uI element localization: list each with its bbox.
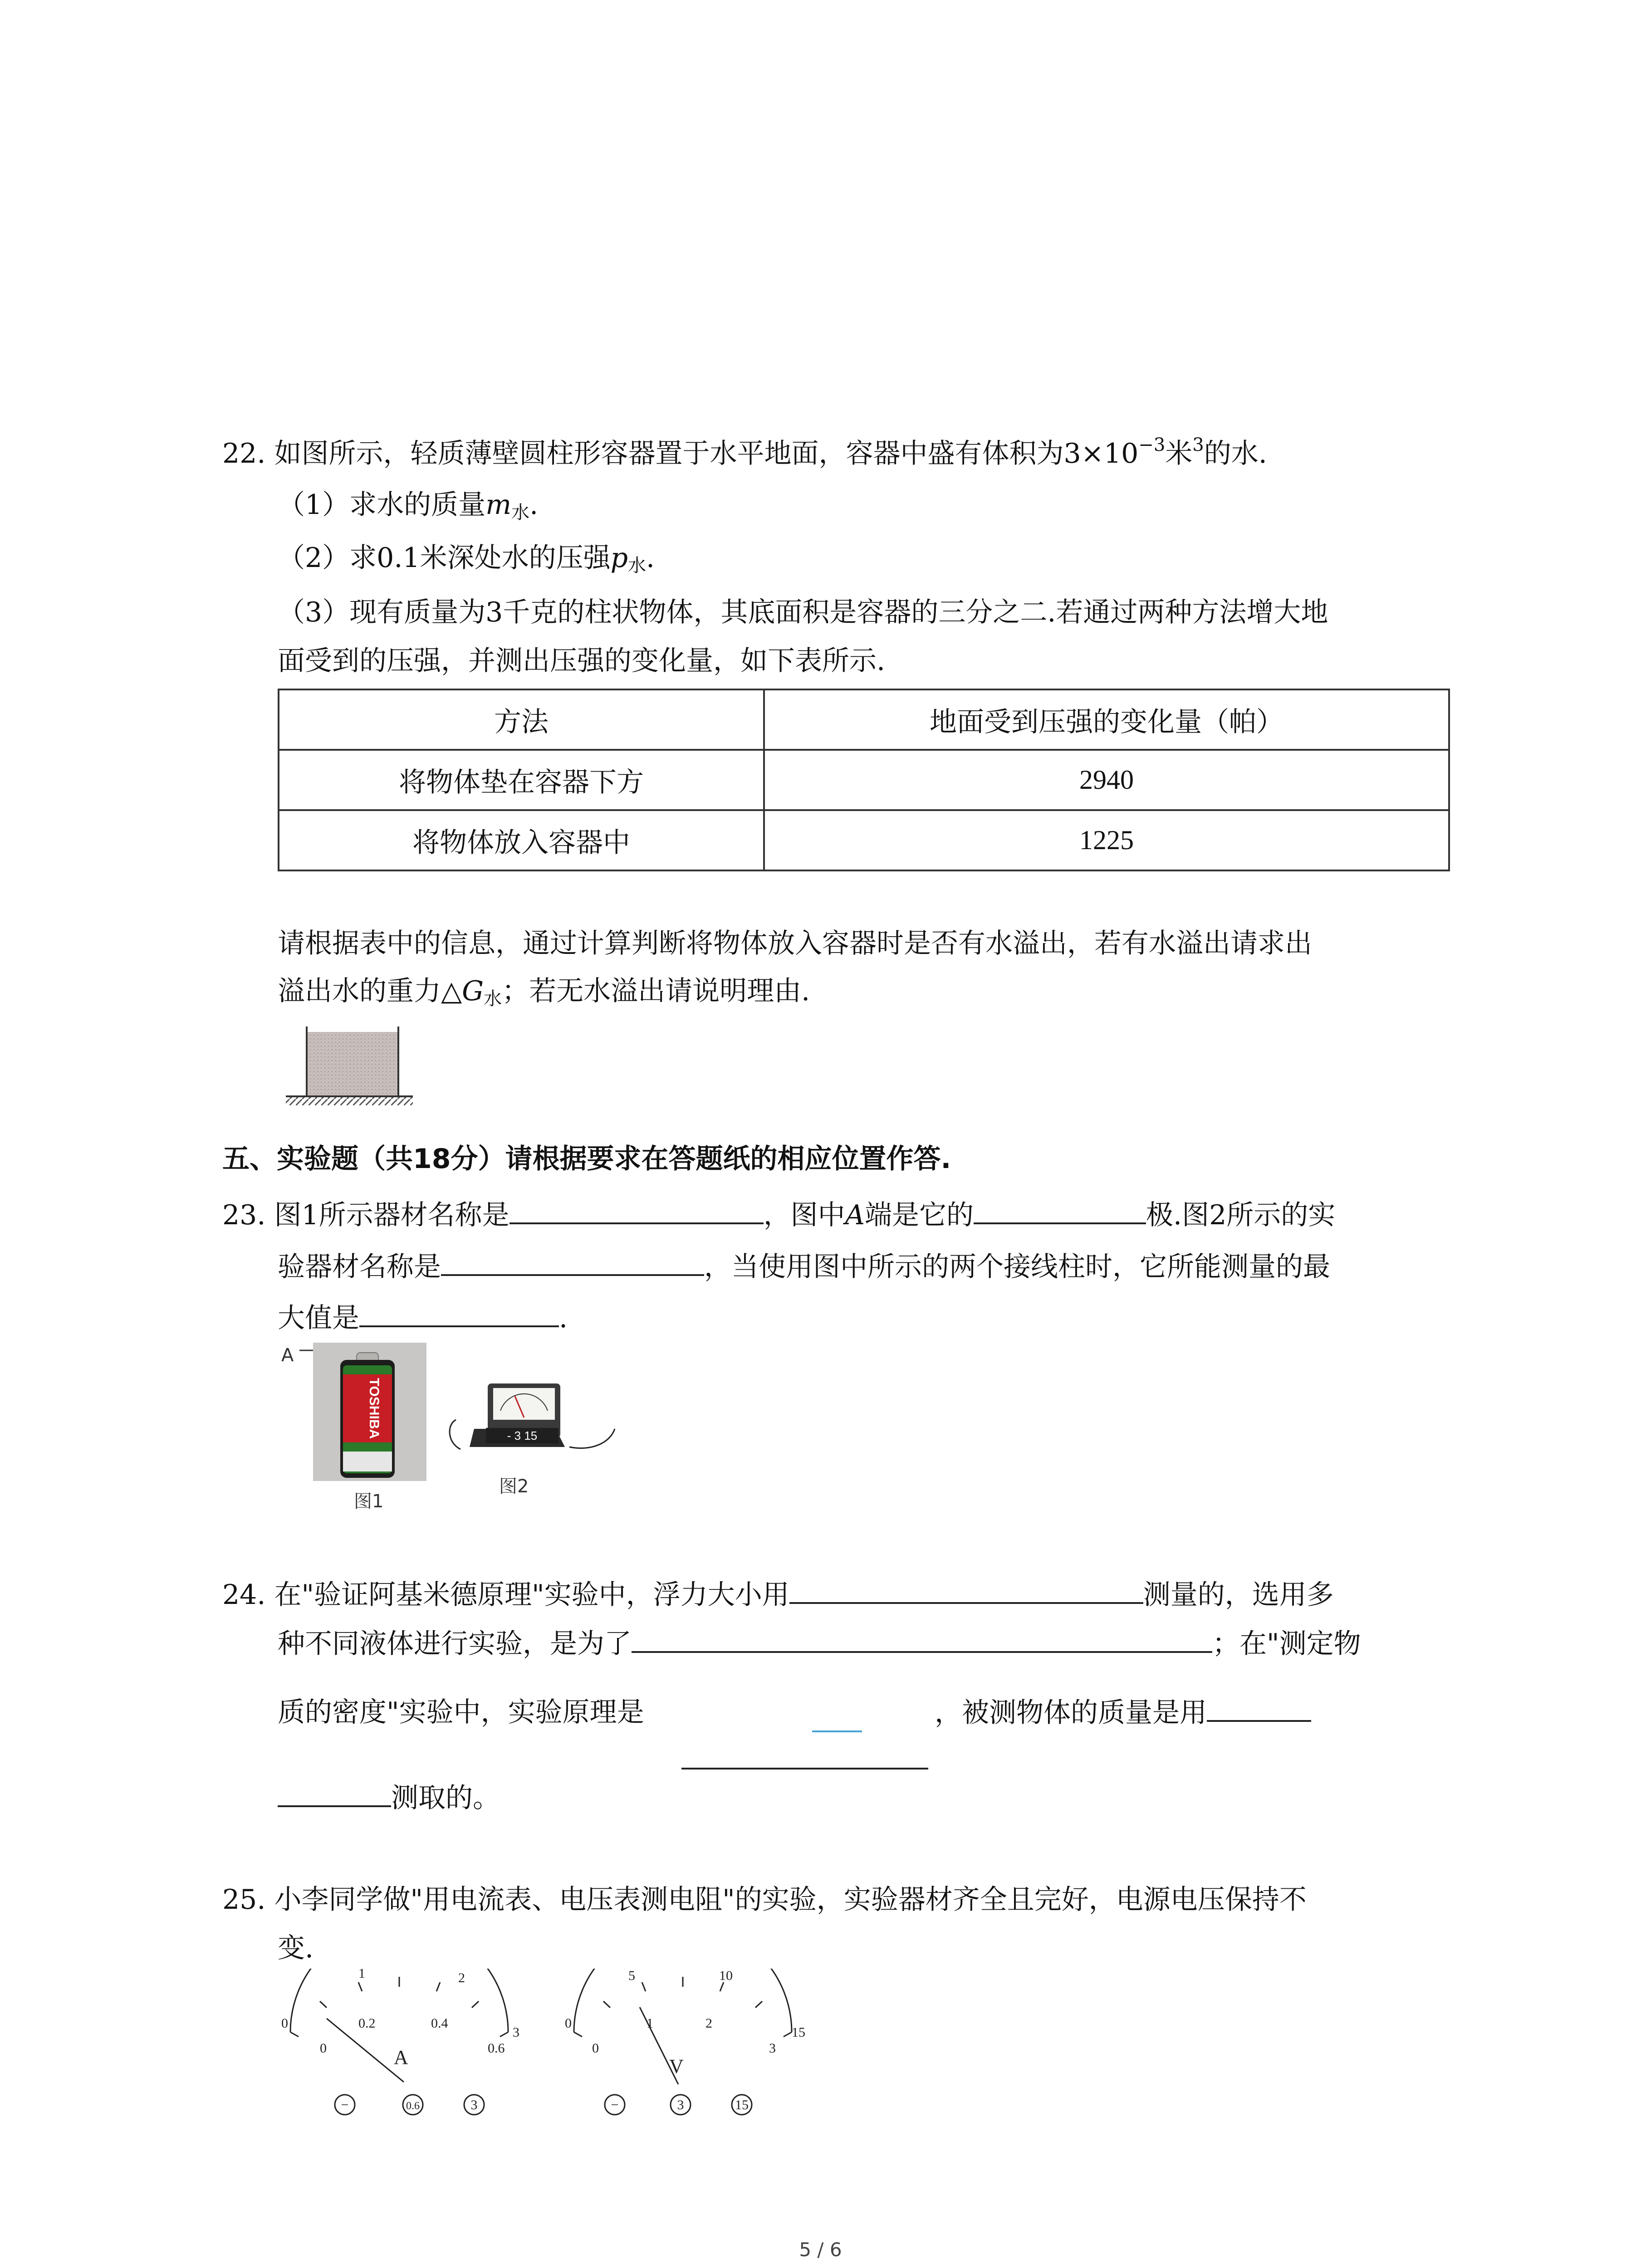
q22-part3-line1: （3）现有质量为3千克的柱状物体，其底面积是容器的三分之二.若通过两种方法增大地 bbox=[278, 596, 1328, 628]
ammeter-terminal-3: 3 bbox=[470, 2097, 478, 2112]
q24-blank-2[interactable] bbox=[632, 1623, 1212, 1653]
q23-text-a: 图1所示器材名称是 bbox=[274, 1199, 509, 1231]
voltmeter-figure bbox=[556, 1969, 810, 2123]
page-number: 5 / 6 bbox=[799, 2239, 842, 2261]
q24-blank-1[interactable] bbox=[789, 1574, 1143, 1604]
ammeter-top-2: 2 bbox=[458, 1970, 465, 1985]
ammeter-terminal-neg: − bbox=[341, 2097, 349, 2112]
q25-line2: 变. bbox=[278, 1932, 314, 1964]
q22-unit: 米 bbox=[1165, 438, 1193, 469]
q22-part2-text: （2）求0.1米深处水的压强 bbox=[278, 542, 611, 574]
q22-stem-text-c: 的水. bbox=[1204, 438, 1267, 469]
ammeter-figure bbox=[272, 1969, 526, 2123]
q22-stem-text-a: 如图所示，轻质薄壁圆柱形容器置于水平地面，容器中盛有体积为3×10 bbox=[274, 438, 1139, 469]
q23-blank-2[interactable] bbox=[974, 1194, 1146, 1224]
q24-blank-4[interactable] bbox=[1207, 1692, 1311, 1722]
q23-blank-3[interactable] bbox=[441, 1246, 704, 1276]
q22-part2-sub: 水 bbox=[628, 555, 647, 576]
q23-number: 23. bbox=[222, 1199, 266, 1231]
q22-part1-sub: 水 bbox=[511, 502, 530, 523]
voltmeter-top-15: 15 bbox=[792, 2025, 805, 2040]
ammeter-top-1: 1 bbox=[358, 1969, 365, 1981]
q23-line3 bbox=[278, 1297, 568, 1339]
q22-part2-end: . bbox=[646, 542, 655, 574]
table-header-method: 方法 bbox=[279, 689, 764, 750]
q22-followup-line2 bbox=[278, 971, 810, 1012]
q22-part1 bbox=[278, 484, 538, 525]
ammeter-top-0: 0 bbox=[281, 2016, 288, 2031]
q22-table bbox=[278, 689, 1450, 871]
q22-number: 22. bbox=[222, 438, 266, 469]
ammeter-bottom-2: 0.4 bbox=[431, 2016, 448, 2031]
q22-part2-var: p bbox=[610, 542, 628, 574]
q22-part1-text: （1）求水的质量 bbox=[278, 489, 486, 521]
table-cell: 将物体放入容器中 bbox=[279, 810, 764, 870]
q22-followup-text-a: 溢出水的重力△ bbox=[278, 975, 462, 1007]
table-header-change: 地面受到压强的变化量（帕） bbox=[764, 689, 1449, 750]
q24-blank-5[interactable] bbox=[278, 1777, 391, 1807]
voltmeter-bottom-2: 2 bbox=[705, 2016, 712, 2031]
container-figure bbox=[277, 1023, 413, 1114]
voltmeter-symbol: V bbox=[669, 2055, 684, 2077]
q24-text-b: 测量的，选用多 bbox=[1143, 1579, 1334, 1611]
q23-blank-4[interactable] bbox=[359, 1297, 559, 1327]
voltmeter-terminal-neg: − bbox=[611, 2097, 619, 2112]
q23-blank-1[interactable] bbox=[509, 1194, 764, 1224]
ammeter-bottom-0: 0 bbox=[320, 2041, 327, 2056]
fig1-marker-a: A bbox=[281, 1345, 294, 1366]
q24-text-e: ，被测物体的质量是用 bbox=[935, 1697, 1207, 1729]
table-row bbox=[279, 810, 1449, 870]
q23-text-d: 极.图2所示的实 bbox=[1146, 1199, 1336, 1231]
q22-unit-exponent: 3 bbox=[1192, 435, 1204, 455]
q23-text-b: ，图中 bbox=[763, 1199, 845, 1231]
q22-part2 bbox=[278, 538, 655, 578]
section-5-title: 五、实验题（共18分）请根据要求在答题纸的相应位置作答. bbox=[222, 1143, 951, 1175]
q24-line3-b bbox=[935, 1692, 1311, 1733]
q22-stem bbox=[222, 433, 1267, 474]
q24-line3-a: 质的密度"实验中，实验原理是 bbox=[278, 1696, 644, 1728]
ammeter-top-3: 3 bbox=[513, 2025, 519, 2040]
ammeter-bottom-3: 0.6 bbox=[488, 2041, 505, 2056]
q23-text-h: . bbox=[559, 1302, 568, 1334]
voltmeter-terminal-3: 3 bbox=[677, 2097, 684, 2112]
voltmeter-top-5: 5 bbox=[628, 1969, 635, 1983]
q22-part3-line2: 面受到的压强，并测出压强的变化量，如下表所示. bbox=[278, 645, 886, 677]
q24-text-a: 在"验证阿基米德原理"实验中，浮力大小用 bbox=[274, 1579, 789, 1611]
q22-followup-text-b: ；若无水溢出请说明理由. bbox=[502, 975, 810, 1007]
fraction-bar bbox=[812, 1730, 862, 1732]
voltmeter-bottom-0: 0 bbox=[592, 2041, 599, 2056]
q22-exponent: −3 bbox=[1138, 435, 1166, 455]
q22-part1-end: . bbox=[529, 489, 539, 521]
q24-line4 bbox=[278, 1777, 500, 1818]
ammeter-symbol: A bbox=[394, 2046, 408, 2068]
q25-line1 bbox=[222, 1879, 1307, 1920]
q23-text-g: 大值是 bbox=[278, 1302, 359, 1334]
voltmeter-top-10: 10 bbox=[719, 1969, 733, 1983]
battery-brand-text: TOSHIBA bbox=[367, 1378, 382, 1439]
water-fill bbox=[308, 1032, 397, 1095]
q25-number: 25. bbox=[222, 1884, 266, 1916]
fig1-caption: 图1 bbox=[354, 1491, 384, 1512]
q23-line1 bbox=[222, 1194, 1335, 1236]
ammeter-bottom-1: 0.2 bbox=[358, 2016, 376, 2031]
q23-text-f: ，当使用图中所示的两个接线柱时，它所能测量的最 bbox=[704, 1251, 1330, 1283]
q23-text-e: 验器材名称是 bbox=[278, 1251, 441, 1283]
fig2-caption: 图2 bbox=[499, 1476, 529, 1497]
q23-line2 bbox=[278, 1246, 1330, 1287]
ammeter-terminal-0-6: 0.6 bbox=[406, 2100, 420, 2112]
q22-followup-var: G bbox=[462, 975, 484, 1007]
meter-terminals-text: - 3 15 bbox=[507, 1429, 538, 1442]
ground-hatch bbox=[286, 1096, 413, 1105]
q22-part1-var: m bbox=[485, 489, 512, 521]
q24-line2 bbox=[278, 1623, 1361, 1664]
q24-number: 24. bbox=[222, 1579, 266, 1611]
q24-text-c: 种不同液体进行实验，是为了 bbox=[278, 1628, 632, 1660]
q24-text-d: ；在"测定物 bbox=[1212, 1628, 1361, 1660]
q24-line1 bbox=[222, 1574, 1334, 1615]
table-cell: 将物体垫在容器下方 bbox=[279, 750, 764, 810]
q23-var-a: A bbox=[845, 1199, 865, 1231]
voltmeter-terminal-15: 15 bbox=[735, 2097, 749, 2112]
table-cell: 2940 bbox=[764, 750, 1449, 810]
q24-blank-3[interactable] bbox=[681, 1768, 928, 1769]
table-header-row bbox=[279, 689, 1449, 750]
voltmeter-bottom-3: 3 bbox=[769, 2041, 776, 2056]
table-cell: 1225 bbox=[764, 810, 1449, 870]
battery-figure bbox=[313, 1343, 426, 1481]
meter-figure bbox=[442, 1374, 624, 1479]
q22-followup-line1: 请根据表中的信息，通过计算判断将物体放入容器时是否有水溢出，若有水溢出请求出 bbox=[278, 928, 1312, 959]
q25-text-a: 小李同学做"用电流表、电压表测电阻"的实验，实验器材齐全且完好，电源电压保持不 bbox=[274, 1884, 1307, 1916]
q24-text-f: 测取的。 bbox=[391, 1782, 500, 1814]
q22-followup-sub: 水 bbox=[484, 988, 502, 1009]
table-row bbox=[279, 750, 1449, 810]
voltmeter-top-0: 0 bbox=[565, 2016, 572, 2031]
voltmeter-bottom-1: 1 bbox=[647, 2016, 653, 2031]
q23-text-c: 端是它的 bbox=[865, 1199, 974, 1231]
